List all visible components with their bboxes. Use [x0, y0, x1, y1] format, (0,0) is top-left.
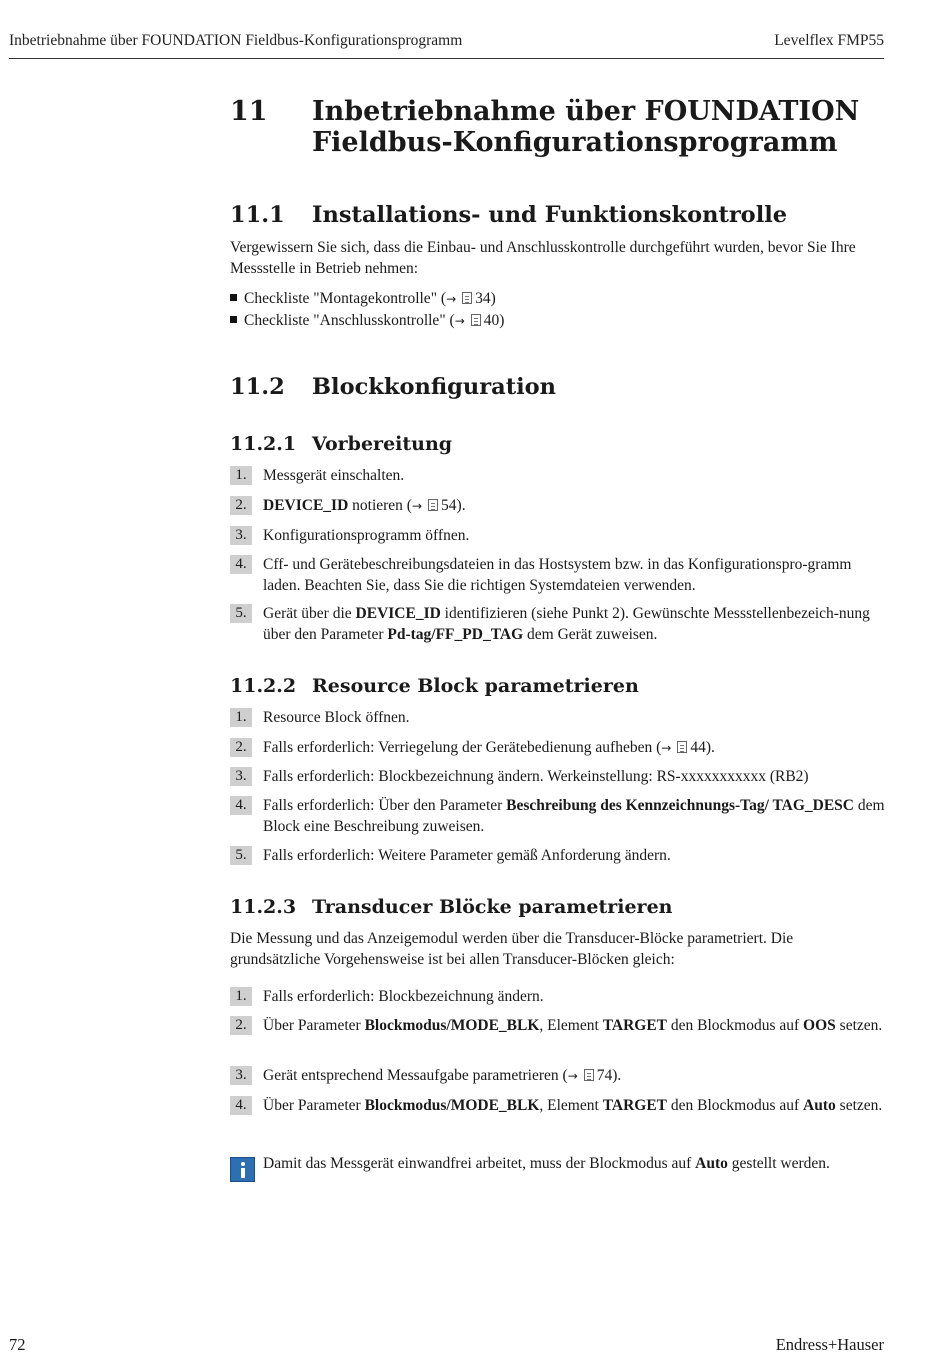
step-number: 2.	[230, 738, 252, 757]
step-number: 1.	[230, 987, 252, 1006]
subsection-number: 11.2.3	[230, 896, 297, 918]
step-number: 5.	[230, 846, 252, 865]
info-icon	[230, 1157, 255, 1182]
step-number: 3.	[230, 526, 252, 545]
checklist-item: Checkliste "Montagekontrolle" (→ 34)	[230, 290, 496, 308]
section-11-1-intro: Vergewissern Sie sich, dass die Einbau- und Anschlusskontrolle durchgeführt wurden, bevor Sie Ihre Messstelle in Betrieb nehmen:	[230, 239, 856, 277]
page-reference-icon	[471, 314, 481, 326]
subsection-number: 11.2.2	[230, 675, 297, 697]
page-reference-icon	[428, 499, 438, 511]
arrow-icon: →	[454, 314, 465, 328]
step-text: Resource Block öffnen.	[263, 709, 410, 726]
step-text: Cff- und Gerätebeschreibungsdateien in das Hostsystem bzw. in das Konfigurationspro-gramm laden. Beachten Sie, dass Sie die richtigen Systemdateien verwenden.	[263, 556, 852, 594]
arrow-icon: →	[411, 499, 423, 513]
step-number: 4.	[230, 555, 252, 574]
footer-brand: Endress+Hauser	[775, 1335, 884, 1354]
step-number: 2.	[230, 496, 252, 515]
step-number: 3.	[230, 767, 252, 786]
step-text: Gerät über die DEVICE_ID identifizieren (siehe Punkt 2). Gewünschte Messstellenbezeich-nung über den Parameter Pd-tag/FF_PD_TAG dem Gerät zuweisen.	[263, 605, 870, 643]
step-text: Gerät entsprechend Messaufgabe parametrieren (→ 74).	[263, 1067, 622, 1084]
subsection-title: Vorbereitung	[312, 433, 453, 455]
page-reference-icon	[462, 292, 472, 304]
arrow-icon: →	[661, 741, 672, 755]
step-number: 4.	[230, 1096, 252, 1115]
subsection-title: Resource Block parametrieren	[312, 675, 639, 697]
arrow-icon: →	[446, 292, 457, 306]
bullet-square-icon	[230, 294, 237, 301]
step-number: 3.	[230, 1066, 252, 1085]
step-number: 2.	[230, 1016, 252, 1035]
note-text: Damit das Messgerät einwandfrei arbeitet, muss der Blockmodus auf Auto gestellt werden.	[263, 1155, 830, 1172]
step-number: 1.	[230, 708, 252, 727]
step-text: Falls erforderlich: Verriegelung der Gerätebedienung aufheben (→ 44).	[263, 739, 715, 756]
step-number: 5.	[230, 604, 252, 623]
section-number: 11.1	[230, 202, 285, 228]
page-number: 72	[9, 1335, 26, 1354]
section-title: Blockkonfiguration	[312, 374, 557, 400]
chapter-title: Inbetriebnahme über FOUNDATION Fieldbus-Konfigurationsprogramm	[312, 96, 860, 158]
step-text: DEVICE_ID notieren (→ 54).	[263, 497, 466, 514]
step-text: Über Parameter Blockmodus/MODE_BLK, Element TARGET den Blockmodus auf Auto setzen.	[263, 1097, 883, 1114]
step-text: Falls erforderlich: Blockbezeichnung ändern. Werkeinstellung: RS-xxxxxxxxxxx (RB2)	[263, 768, 809, 785]
section-number: 11.2	[230, 374, 285, 400]
step-text: Falls erforderlich: Blockbezeichnung ändern.	[263, 988, 544, 1005]
header-chapter-title: Inbetriebnahme über FOUNDATION Fieldbus-Konfigurationsprogramm	[9, 32, 463, 49]
bullet-square-icon	[230, 316, 237, 323]
step-number: 1.	[230, 466, 252, 485]
step-number: 4.	[230, 796, 252, 815]
header-product-name: Levelflex FMP55	[774, 32, 884, 49]
checklist-item: Checkliste "Anschlusskontrolle" (→ 40)	[230, 312, 504, 330]
subsection-title: Transducer Blöcke parametrieren	[312, 896, 673, 918]
subsection-11-2-3-intro: Die Messung und das Anzeigemodul werden über die Transducer-Blöcke parametriert. Die grundsätzliche Vorgehensweise ist bei allen Transducer-Blöcken gleich:	[230, 930, 794, 968]
subsection-number: 11.2.1	[230, 433, 297, 455]
step-text: Messgerät einschalten.	[263, 467, 405, 484]
step-text: Konfigurationsprogramm öffnen.	[263, 527, 470, 544]
step-text: Falls erforderlich: Weitere Parameter gemäß Anforderung ändern.	[263, 847, 671, 864]
page-reference-icon	[677, 741, 687, 753]
page-reference-icon	[584, 1069, 594, 1081]
step-text: Über Parameter Blockmodus/MODE_BLK, Element TARGET den Blockmodus auf OOS setzen.	[263, 1017, 883, 1034]
step-text: Falls erforderlich: Über den Parameter Beschreibung des Kennzeichnungs-Tag/ TAG_DESC dem Block eine Beschreibung zuweisen.	[263, 797, 885, 835]
chapter-number: 11	[230, 96, 268, 127]
header-rule	[9, 58, 884, 59]
section-title: Installations- und Funktionskontrolle	[312, 202, 788, 228]
arrow-icon: →	[567, 1069, 578, 1083]
